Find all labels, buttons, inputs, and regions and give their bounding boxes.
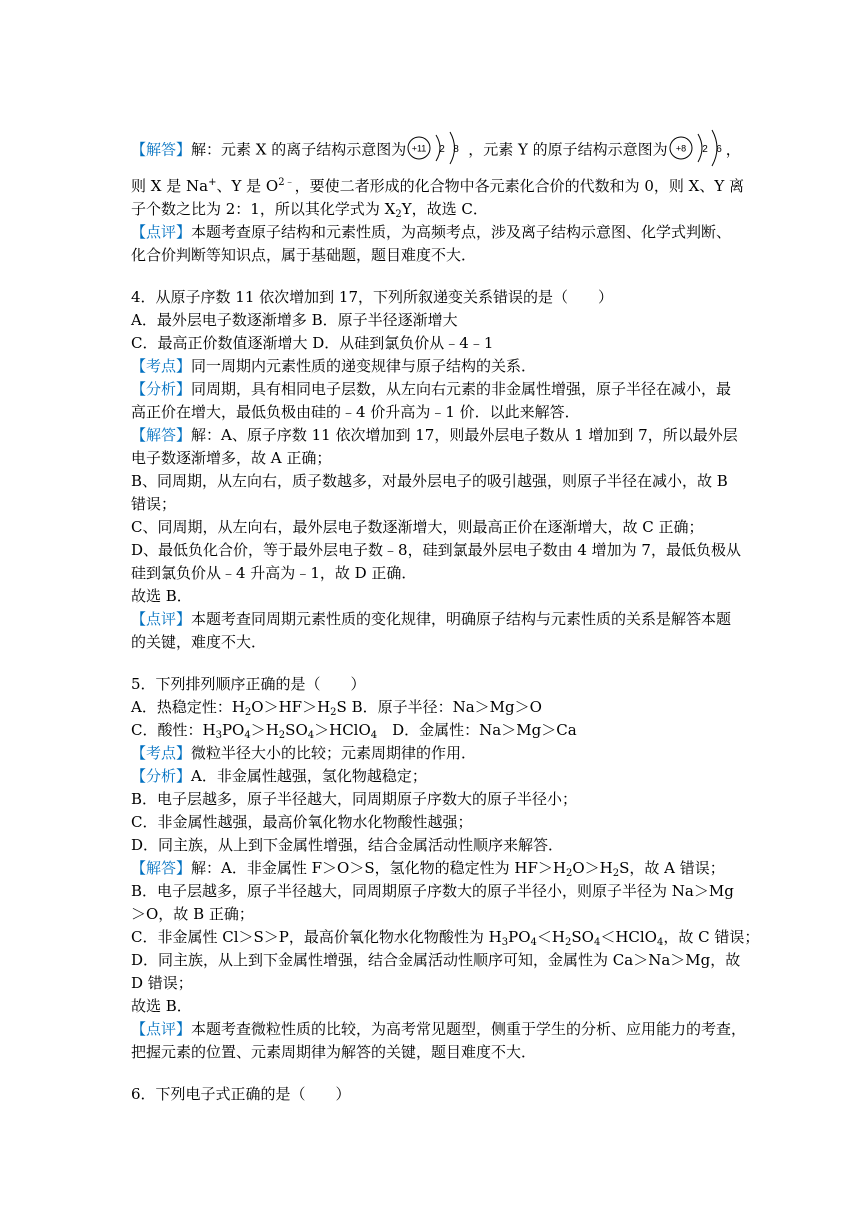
q4-answer: 故选 B． — [131, 587, 192, 605]
q5-jieda-line-d1: D．同主族，从上到下金属性增强，结合金属活动性顺序可知，金属性为 Ca＞Na＞Mg，故 — [131, 951, 741, 969]
q4-fenxi-line-2: 高正价在增大，最低负极由硅的﹣4 价升高为﹣1 价．以此来解答． — [131, 403, 580, 421]
q4-stem: 4．从原子序数 11 依次增加到 17，下列所叙递变关系错误的是（ ） — [131, 288, 614, 306]
q4-fenxi-line-1: 【分析】同周期，具有相同电子层数，从左向右元素的非金属性增强，原子半径在减小，最 — [131, 380, 732, 398]
q5-jieda-line-c: C．非金属性 Cl＞S＞P，最高价氧化物水化物酸性为 $H_3PO_4<H_2SO_4<HClO_4$，故 C 错误； — [131, 928, 760, 948]
q4-jieda-line-4: 错误； — [131, 495, 177, 513]
svg-text:8: 8 — [453, 144, 460, 155]
q5-answer: 故选 B． — [131, 997, 192, 1015]
q6-stem: 6．下列电子式正确的是（ ） — [131, 1085, 351, 1103]
q4-jieda-line-7: 硅到氯负价从﹣4 升高为﹣1，故 D 正确． — [131, 564, 417, 582]
ion-x-structure-diagram — [406, 131, 468, 170]
comment-tag: 【点评】 — [131, 223, 192, 241]
q4-jieda-line-5: C、同周期，从左向右，最外层电子数逐渐增大，则最高正价在逐渐增大，故 C 正确； — [131, 518, 704, 536]
q5-dianping-line-2: 把握元素的位置、元素周期律为解答的关键，题目难度不大． — [131, 1043, 537, 1061]
q4-dianping-line-2: 的关键，难度不大． — [131, 633, 267, 651]
solution-tag: 【解答】 — [131, 140, 192, 159]
q4-options-ab: A．最外层电子数逐渐增多 B．原子半径逐渐增大 — [131, 311, 458, 329]
q5-stem: 5．下列排列顺序正确的是（ ） — [131, 675, 366, 693]
q5-jieda-line-b2: ＞O，故 B 正确； — [131, 905, 254, 923]
atom-y-structure-diagram — [668, 128, 726, 173]
q5-fenxi-line-2: B．电子层越多，原子半径越大，同周期原子序数大的原子半径小； — [131, 790, 578, 808]
q4-jieda-line-6: D、最低负化合价，等于最外层电子数﹣8，硅到氯最外层电子数由 4 增加为 7，最低负极从 — [131, 541, 741, 559]
svg-text:6: 6 — [715, 144, 722, 155]
q3-comment-line-1: 【点评】本题考查原子结构和元素性质，为高频考点，涉及离子结构示意图、化学式判断、 — [131, 223, 732, 241]
q5-dianping-line-1: 【点评】本题考查微粒性质的比较，为高考常见题型，侧重于学生的分析、应用能力的考查， — [131, 1020, 747, 1038]
q5-fenxi-line-3: C．非金属性越强，最高价氧化物水化物酸性越强； — [131, 813, 473, 831]
q3-solution-line-1: 【解答】解：元素 X 的离子结构示意图为 +11 2 8 ，元素 Y 的原子结构示意图为 +8 2 6 ， — [131, 128, 741, 173]
q5-jieda-line-b1: B．电子层越多，原子半径越大，同周期原子序数大的原子半径小，则原子半径为 Na＞Mg — [131, 882, 734, 900]
nucleus-x: +11 — [411, 143, 427, 154]
q3-comment-line-2: 化合价判断等知识点，属于基础题，题目难度不大． — [131, 246, 477, 264]
q4-jieda-line-3: B、同周期，从左向右，质子数越多，对最外层电子的吸引越强，则原子半径在减小，故 B — [131, 472, 728, 490]
q4-kaodian: 【考点】同一周期内元素性质的递变规律与原子结构的关系． — [131, 357, 537, 375]
q5-options-cd: C．酸性：$H_3PO_4>H_2SO_4>HClO_4$ D．金属性：Na＞Mg＞Ca — [131, 721, 577, 741]
q3-solution-line-3: 子个数之比为 2：1，所以其化学式为 $X_2Y$，故选 C． — [131, 200, 488, 220]
q4-jieda-line-2: 电子数逐渐增多，故 A 正确； — [131, 449, 332, 467]
q5-options-ab: A．热稳定性：$H_2O>HF>H_2S$ B．原子半径：Na＞Mg＞O — [131, 698, 542, 718]
q5-jieda-line-a: 【解答】解：A．非金属性 F＞O＞S，氢化物的稳定性为 $HF>H_2O>H_2S$，故 A 错误； — [131, 859, 725, 879]
q5-jieda-line-d2: D 错误； — [131, 974, 193, 992]
q4-dianping-line-1: 【点评】本题考查同周期元素性质的变化规律，明确原子结构与元素性质的关系是解答本题 — [131, 610, 732, 628]
q4-options-cd: C．最高正价数值逐渐增大 D．从硅到氯负价从﹣4﹣1 — [131, 334, 494, 352]
svg-text:2: 2 — [701, 144, 708, 155]
svg-text:2: 2 — [439, 144, 446, 155]
q5-fenxi-line-4: D．同主族，从上到下金属性增强，结合金属活动性顺序来解答． — [131, 836, 564, 854]
q4-jieda-line-1: 【解答】解：A、原子序数 11 依次增加到 17，则最外层电子数从 1 增加到 7，所以最外层 — [131, 426, 738, 444]
nucleus-y: +8 — [675, 143, 686, 154]
q5-kaodian: 【考点】微粒半径大小的比较；元素周期律的作用． — [131, 744, 477, 762]
q5-fenxi-line-1: 【分析】A．非金属性越强，氢化物越稳定； — [131, 767, 427, 785]
q3-solution-line-2: 则 X 是 Na+、Y 是 $O^{2﹣}$，要使二者形成的化合物中各元素化合价的代数和为 0，则 X、Y 离 — [131, 177, 745, 195]
